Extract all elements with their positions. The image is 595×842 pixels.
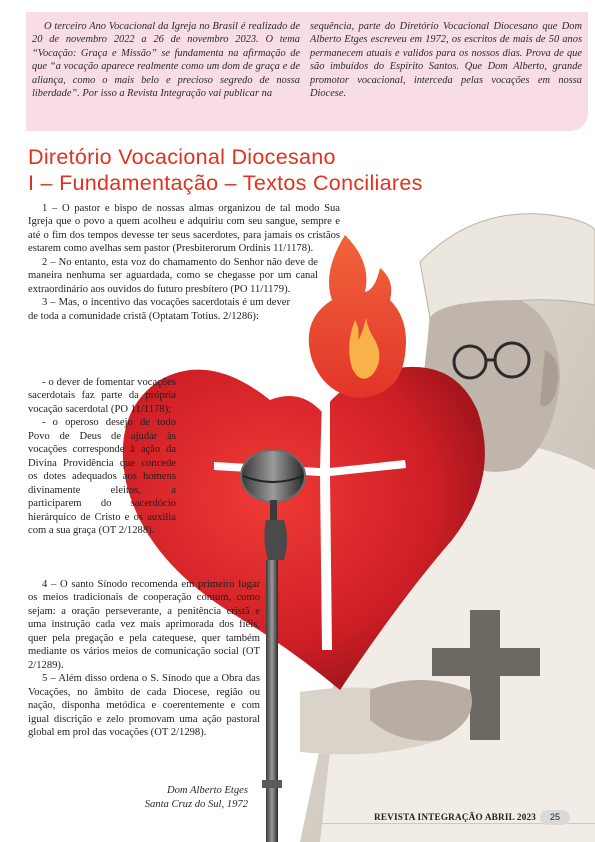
paragraph-3b: - o operoso desejo de todo Povo de Deus de ajudar às vocações corresponde à ação da Divina Providência que concede os dotes adequados aos homens divinamente eleitos, a participarem do sacerdócio hierárquico de Cristo e os auxilia com a sua graça (OT 2/1288).	[28, 417, 176, 536]
footer-magazine-label: REVISTA INTEGRAÇÃO ABRIL 2023	[374, 812, 537, 822]
article-title-line2: I – Fundamentação – Textos Conciliares	[28, 171, 423, 195]
page-number: 25	[540, 810, 570, 825]
paragraph-2: 2 – No entanto, esta voz do chamamento do Senhor não deve de maneira nenhuma ser aguardada, como se chegasse por um canal extraordinário aos ouvidos do futuro presbítero (PO 11/1179).	[28, 256, 318, 295]
intro-text-left: O terceiro Ano Vocacional da Igreja no Brasil é realizado de 20 de novembro 2022 a 26 de novembro 2023. O tema “Vocação: Graça e Missão” se fundamenta na afirmação de que “a vocação aparece realmente como um dom de graça e de aliança, como o mais belo e precioso segredo de nossa liberdade”. Por isso a Revista Integração vai publicar na	[32, 21, 300, 100]
signature-name: Dom Alberto Etges	[166, 785, 248, 796]
article-body-bottom	[28, 578, 260, 739]
intro-text-right: sequência, parte do Diretório Vocacional Diocesano que Dom Alberto Etges escreveu em 1972, os escritos de mais de 50 anos permanecem atuais e validos para os nossos dias. Prova de que são imbuídos do Espírito Santos. Que Dom Alberto, grande promotor vocacional, interceda pelas vocações em nossa Diocese.	[310, 21, 582, 100]
article-body-top	[28, 202, 340, 323]
paragraph-3a: - o dever de fomentar vocações sacerdotais faz parte da própria vocação sacerdotal (PO 11/1178);	[28, 377, 176, 415]
paragraph-5: 5 – Além disso ordena o S. Sínodo que a Obra das Vocações, no âmbito de cada Diocese, região ou nação, disponha metódica e coerentemente e com igual discrição e zelo promovam uma ação pastoral global em prol das vocações (OT 2/1298).	[28, 673, 260, 738]
paragraph-1: 1 – O pastor e bispo de nossas almas organizou de tal modo Sua Igreja que o povo a quem acolheu e adquiriu com seu sangue, sempre e até o fim dos tempos devesse ter seus sacerdotes, para jamais os cristãos estarem como avelhas sem pastor (Presbiterorum Ordinis 11/1178).	[28, 203, 340, 255]
signature-place-date: Santa Cruz do Sul, 1972	[144, 798, 248, 810]
paragraph-4: 4 – O santo Sínodo recomenda em primeiro lugar os meios tradicionais de cooperação comum, como sejam: a oração perseverante, a penitência cristã e uma instrução cada vez mais aprimorada dos fiéis, quer pela pregação e pela catequese, quer também mediante os vários meios de comunicação social (OT 2/1289).	[28, 579, 260, 671]
article-title-line1: Diretório Vocacional Diocesano	[28, 145, 336, 169]
paragraph-3: 3 – Mas, o incentivo das vocações sacerdotais é um dever de toda a comunidade cristã (Optatam Totius. 2/1286):	[28, 297, 290, 322]
signature	[60, 784, 248, 811]
article-body-narrow	[28, 376, 176, 537]
